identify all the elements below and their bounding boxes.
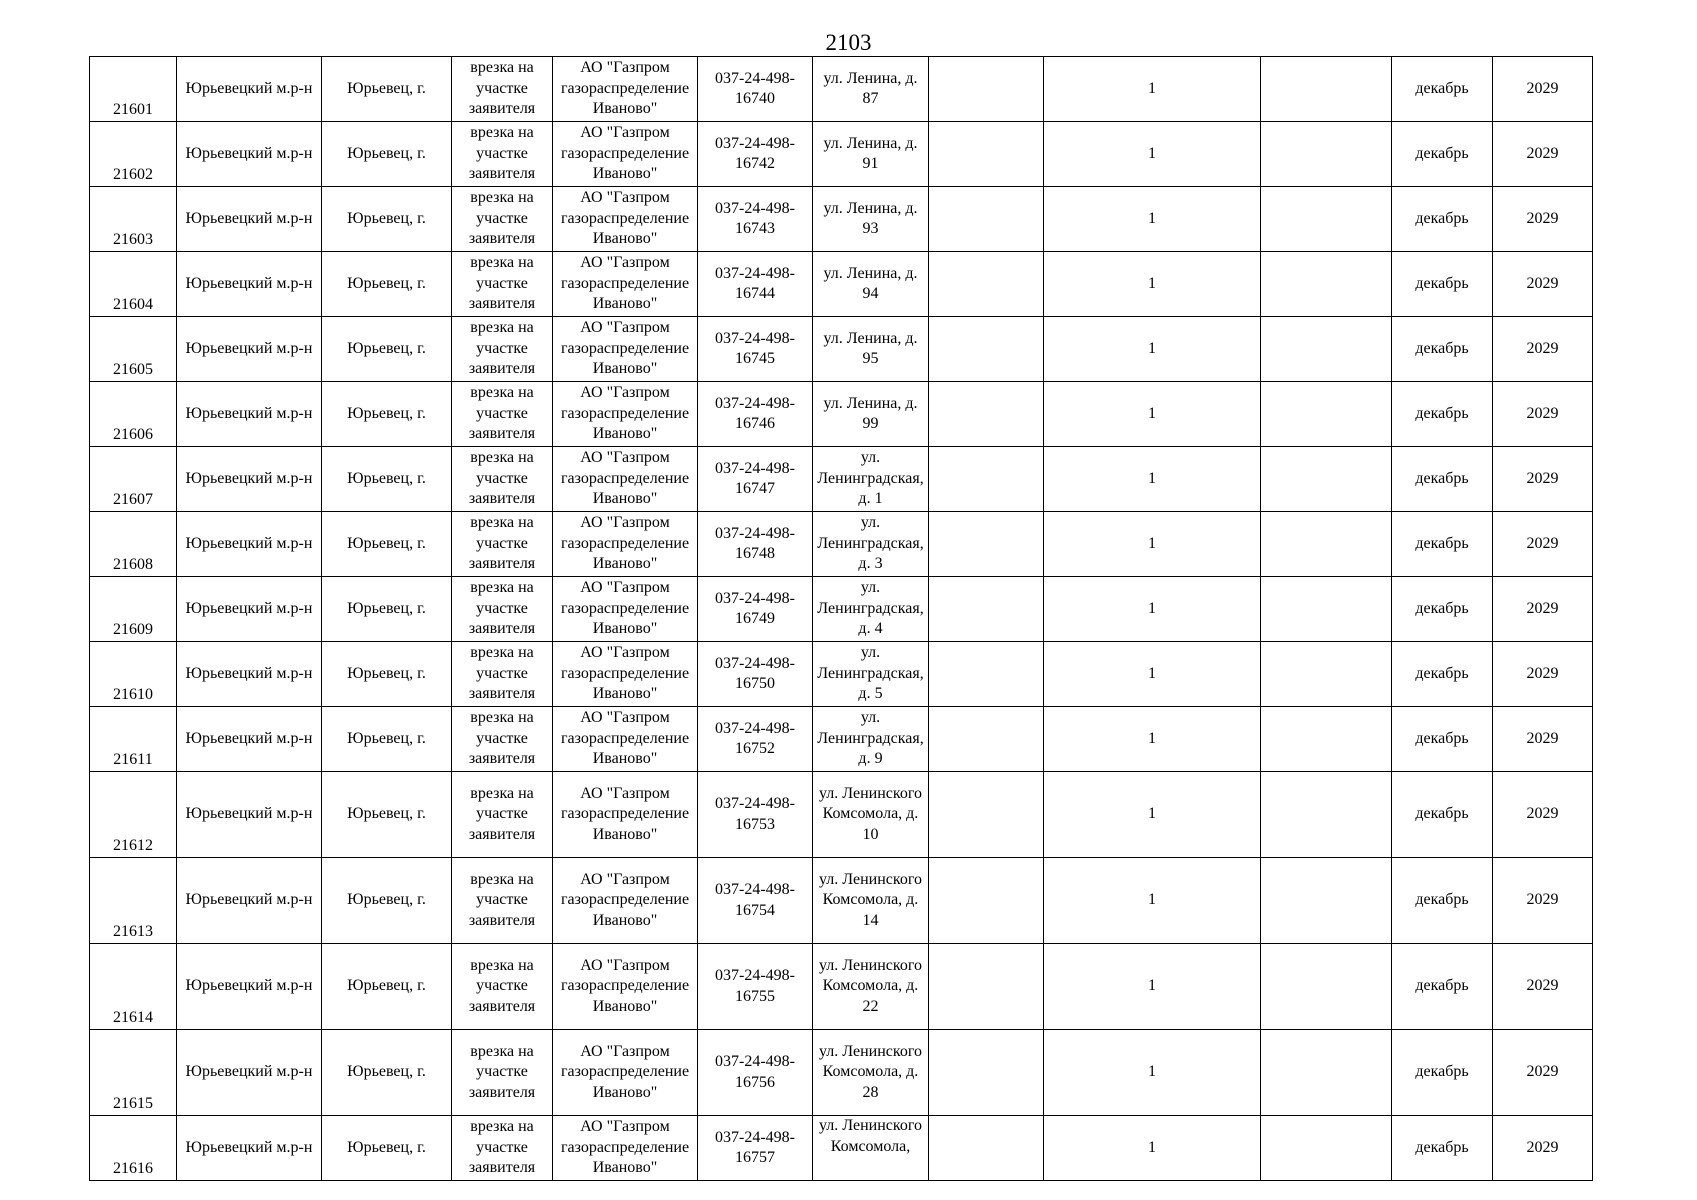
organization-cell: АО "Газпром газораспределение Иваново": [553, 187, 698, 252]
organization-cell: АО "Газпром газораспределение Иваново": [553, 122, 698, 187]
empty-cell: [1261, 57, 1392, 122]
empty-cell: [929, 642, 1044, 707]
connection-method-cell: врезка на участке заявителя: [452, 187, 553, 252]
table-row: [90, 252, 1593, 317]
connection-method-cell: врезка на участке заявителя: [452, 252, 553, 317]
row-number-cell: 21610: [90, 642, 177, 707]
district-cell: Юрьевецкий м.р-н: [177, 382, 322, 447]
district-cell: Юрьевецкий м.р-н: [177, 512, 322, 577]
empty-cell: [1261, 944, 1392, 1030]
object-code-cell: 037-24-498-16753: [698, 772, 813, 858]
month-cell: декабрь: [1392, 187, 1493, 252]
organization-cell: АО "Газпром газораспределение Иваново": [553, 57, 698, 122]
row-number-cell: 21604: [90, 252, 177, 317]
table-row: [90, 772, 1593, 858]
object-code-cell: 037-24-498-16742: [698, 122, 813, 187]
district-cell: Юрьевецкий м.р-н: [177, 1116, 322, 1181]
table-row: [90, 187, 1593, 252]
connection-method-cell: врезка на участке заявителя: [452, 772, 553, 858]
month-cell: декабрь: [1392, 382, 1493, 447]
town-cell: Юрьевец, г.: [322, 772, 452, 858]
organization-cell: АО "Газпром газораспределение Иваново": [553, 382, 698, 447]
month-cell: декабрь: [1392, 772, 1493, 858]
district-cell: Юрьевецкий м.р-н: [177, 187, 322, 252]
address-cell: ул. Ленина, д. 95: [813, 317, 929, 382]
empty-cell: [1261, 1116, 1392, 1181]
table-row: [90, 944, 1593, 1030]
row-number-cell: 21607: [90, 447, 177, 512]
empty-cell: [1261, 642, 1392, 707]
empty-cell: [929, 858, 1044, 944]
quantity-cell: 1: [1044, 317, 1261, 382]
town-cell: Юрьевец, г.: [322, 317, 452, 382]
object-code-cell: 037-24-498-16749: [698, 577, 813, 642]
month-cell: декабрь: [1392, 577, 1493, 642]
quantity-cell: 1: [1044, 577, 1261, 642]
district-cell: Юрьевецкий м.р-н: [177, 944, 322, 1030]
connection-method-cell: врезка на участке заявителя: [452, 1030, 553, 1116]
year-cell: 2029: [1493, 512, 1593, 577]
district-cell: Юрьевецкий м.р-н: [177, 772, 322, 858]
table-row: [90, 317, 1593, 382]
organization-cell: АО "Газпром газораспределение Иваново": [553, 772, 698, 858]
connection-method-cell: врезка на участке заявителя: [452, 858, 553, 944]
month-cell: декабрь: [1392, 1030, 1493, 1116]
object-code-cell: 037-24-498-16755: [698, 944, 813, 1030]
object-code-cell: 037-24-498-16740: [698, 57, 813, 122]
district-cell: Юрьевецкий м.р-н: [177, 57, 322, 122]
connection-method-cell: врезка на участке заявителя: [452, 512, 553, 577]
address-cell: ул. Ленина, д. 99: [813, 382, 929, 447]
district-cell: Юрьевецкий м.р-н: [177, 858, 322, 944]
month-cell: декабрь: [1392, 57, 1493, 122]
year-cell: 2029: [1493, 642, 1593, 707]
address-cell: ул. Ленина, д. 94: [813, 252, 929, 317]
quantity-cell: 1: [1044, 187, 1261, 252]
month-cell: декабрь: [1392, 642, 1493, 707]
town-cell: Юрьевец, г.: [322, 382, 452, 447]
empty-cell: [1261, 707, 1392, 772]
connection-method-cell: врезка на участке заявителя: [452, 447, 553, 512]
row-number-cell: 21606: [90, 382, 177, 447]
year-cell: 2029: [1493, 1116, 1593, 1181]
month-cell: декабрь: [1392, 252, 1493, 317]
town-cell: Юрьевец, г.: [322, 512, 452, 577]
table-body: [90, 57, 1593, 1181]
month-cell: декабрь: [1392, 944, 1493, 1030]
empty-cell: [1261, 187, 1392, 252]
town-cell: Юрьевец, г.: [322, 642, 452, 707]
district-cell: Юрьевецкий м.р-н: [177, 707, 322, 772]
connection-method-cell: врезка на участке заявителя: [452, 707, 553, 772]
year-cell: 2029: [1493, 944, 1593, 1030]
town-cell: Юрьевец, г.: [322, 1116, 452, 1181]
table-row: [90, 382, 1593, 447]
quantity-cell: 1: [1044, 122, 1261, 187]
empty-cell: [929, 317, 1044, 382]
table-row: [90, 707, 1593, 772]
town-cell: Юрьевец, г.: [322, 57, 452, 122]
address-cell: ул. Ленинградская, д. 3: [813, 512, 929, 577]
empty-cell: [1261, 1030, 1392, 1116]
row-number-cell: 21605: [90, 317, 177, 382]
table-row: [90, 1030, 1593, 1116]
object-code-cell: 037-24-498-16743: [698, 187, 813, 252]
empty-cell: [929, 1030, 1044, 1116]
organization-cell: АО "Газпром газораспределение Иваново": [553, 512, 698, 577]
empty-cell: [929, 187, 1044, 252]
quantity-cell: 1: [1044, 382, 1261, 447]
address-cell: ул. Ленинского Комсомола, д. 14: [813, 858, 929, 944]
empty-cell: [929, 577, 1044, 642]
connection-method-cell: врезка на участке заявителя: [452, 317, 553, 382]
year-cell: 2029: [1493, 577, 1593, 642]
object-code-cell: 037-24-498-16747: [698, 447, 813, 512]
organization-cell: АО "Газпром газораспределение Иваново": [553, 707, 698, 772]
table-row: [90, 642, 1593, 707]
year-cell: 2029: [1493, 1030, 1593, 1116]
object-code-cell: 037-24-498-16754: [698, 858, 813, 944]
connection-method-cell: врезка на участке заявителя: [452, 944, 553, 1030]
row-number-cell: 21615: [90, 1030, 177, 1116]
district-cell: Юрьевецкий м.р-н: [177, 122, 322, 187]
month-cell: декабрь: [1392, 707, 1493, 772]
object-code-cell: 037-24-498-16746: [698, 382, 813, 447]
empty-cell: [929, 447, 1044, 512]
connection-method-cell: врезка на участке заявителя: [452, 122, 553, 187]
address-cell: ул. Ленинградская, д. 9: [813, 707, 929, 772]
empty-cell: [1261, 252, 1392, 317]
row-number-cell: 21602: [90, 122, 177, 187]
table-row: [90, 512, 1593, 577]
empty-cell: [1261, 122, 1392, 187]
quantity-cell: 1: [1044, 252, 1261, 317]
table-row: [90, 858, 1593, 944]
address-cell: ул. Ленинградская, д. 5: [813, 642, 929, 707]
empty-cell: [1261, 772, 1392, 858]
row-number-cell: 21609: [90, 577, 177, 642]
year-cell: 2029: [1493, 187, 1593, 252]
year-cell: 2029: [1493, 858, 1593, 944]
table-row: [90, 577, 1593, 642]
empty-cell: [929, 512, 1044, 577]
town-cell: Юрьевец, г.: [322, 447, 452, 512]
quantity-cell: 1: [1044, 1030, 1261, 1116]
connection-method-cell: врезка на участке заявителя: [452, 57, 553, 122]
empty-cell: [929, 1116, 1044, 1181]
town-cell: Юрьевец, г.: [322, 1030, 452, 1116]
empty-cell: [929, 707, 1044, 772]
year-cell: 2029: [1493, 317, 1593, 382]
organization-cell: АО "Газпром газораспределение Иваново": [553, 1116, 698, 1181]
connection-method-cell: врезка на участке заявителя: [452, 1116, 553, 1181]
organization-cell: АО "Газпром газораспределение Иваново": [553, 577, 698, 642]
connection-method-cell: врезка на участке заявителя: [452, 382, 553, 447]
quantity-cell: 1: [1044, 944, 1261, 1030]
year-cell: 2029: [1493, 382, 1593, 447]
quantity-cell: 1: [1044, 447, 1261, 512]
district-cell: Юрьевецкий м.р-н: [177, 317, 322, 382]
town-cell: Юрьевец, г.: [322, 122, 452, 187]
quantity-cell: 1: [1044, 642, 1261, 707]
empty-cell: [929, 382, 1044, 447]
month-cell: декабрь: [1392, 858, 1493, 944]
row-number-cell: 21601: [90, 57, 177, 122]
row-number-cell: 21608: [90, 512, 177, 577]
year-cell: 2029: [1493, 122, 1593, 187]
year-cell: 2029: [1493, 772, 1593, 858]
quantity-cell: 1: [1044, 512, 1261, 577]
organization-cell: АО "Газпром газораспределение Иваново": [553, 317, 698, 382]
row-number-cell: 21613: [90, 858, 177, 944]
quantity-cell: 1: [1044, 772, 1261, 858]
table-row: [90, 122, 1593, 187]
empty-cell: [929, 57, 1044, 122]
quantity-cell: 1: [1044, 1116, 1261, 1181]
town-cell: Юрьевец, г.: [322, 858, 452, 944]
year-cell: 2029: [1493, 57, 1593, 122]
row-number-cell: 21612: [90, 772, 177, 858]
empty-cell: [1261, 317, 1392, 382]
object-code-cell: 037-24-498-16750: [698, 642, 813, 707]
month-cell: декабрь: [1392, 317, 1493, 382]
row-number-cell: 21616: [90, 1116, 177, 1181]
district-cell: Юрьевецкий м.р-н: [177, 447, 322, 512]
town-cell: Юрьевец, г.: [322, 577, 452, 642]
address-cell: ул. Ленинградская, д. 4: [813, 577, 929, 642]
month-cell: декабрь: [1392, 122, 1493, 187]
town-cell: Юрьевец, г.: [322, 187, 452, 252]
district-cell: Юрьевецкий м.р-н: [177, 642, 322, 707]
month-cell: декабрь: [1392, 447, 1493, 512]
connection-method-cell: врезка на участке заявителя: [452, 642, 553, 707]
page-number: 2103: [825, 30, 872, 55]
address-cell: ул. Ленина, д. 91: [813, 122, 929, 187]
object-code-cell: 037-24-498-16744: [698, 252, 813, 317]
year-cell: 2029: [1493, 447, 1593, 512]
empty-cell: [929, 252, 1044, 317]
quantity-cell: 1: [1044, 858, 1261, 944]
empty-cell: [1261, 858, 1392, 944]
empty-cell: [1261, 382, 1392, 447]
object-code-cell: 037-24-498-16745: [698, 317, 813, 382]
row-number-cell: 21614: [90, 944, 177, 1030]
empty-cell: [929, 122, 1044, 187]
town-cell: Юрьевец, г.: [322, 252, 452, 317]
address-cell: ул. Ленинского Комсомола,: [813, 1116, 929, 1181]
address-cell: ул. Ленинградская, д. 1: [813, 447, 929, 512]
empty-cell: [1261, 447, 1392, 512]
month-cell: декабрь: [1392, 1116, 1493, 1181]
address-cell: ул. Ленинского Комсомола, д. 28: [813, 1030, 929, 1116]
organization-cell: АО "Газпром газораспределение Иваново": [553, 447, 698, 512]
table-row: [90, 447, 1593, 512]
empty-cell: [929, 944, 1044, 1030]
organization-cell: АО "Газпром газораспределение Иваново": [553, 944, 698, 1030]
town-cell: Юрьевец, г.: [322, 944, 452, 1030]
object-code-cell: 037-24-498-16748: [698, 512, 813, 577]
object-code-cell: 037-24-498-16756: [698, 1030, 813, 1116]
month-cell: декабрь: [1392, 512, 1493, 577]
organization-cell: АО "Газпром газораспределение Иваново": [553, 858, 698, 944]
object-code-cell: 037-24-498-16752: [698, 707, 813, 772]
quantity-cell: 1: [1044, 57, 1261, 122]
district-cell: Юрьевецкий м.р-н: [177, 252, 322, 317]
year-cell: 2029: [1493, 707, 1593, 772]
empty-cell: [929, 772, 1044, 858]
connection-method-cell: врезка на участке заявителя: [452, 577, 553, 642]
district-cell: Юрьевецкий м.р-н: [177, 1030, 322, 1116]
address-cell: ул. Ленина, д. 93: [813, 187, 929, 252]
object-code-cell: 037-24-498-16757: [698, 1116, 813, 1181]
quantity-cell: 1: [1044, 707, 1261, 772]
organization-cell: АО "Газпром газораспределение Иваново": [553, 642, 698, 707]
organization-cell: АО "Газпром газораспределение Иваново": [553, 1030, 698, 1116]
empty-cell: [1261, 512, 1392, 577]
organization-cell: АО "Газпром газораспределение Иваново": [553, 252, 698, 317]
year-cell: 2029: [1493, 252, 1593, 317]
row-number-cell: 21611: [90, 707, 177, 772]
address-cell: ул. Ленинского Комсомола, д. 22: [813, 944, 929, 1030]
town-cell: Юрьевец, г.: [322, 707, 452, 772]
empty-cell: [1261, 577, 1392, 642]
table-row: [90, 1116, 1593, 1181]
row-number-cell: 21603: [90, 187, 177, 252]
address-cell: ул. Ленина, д. 87: [813, 57, 929, 122]
gas-connection-register-table: [89, 56, 1593, 1181]
table-row: [90, 57, 1593, 122]
address-cell: ул. Ленинского Комсомола, д. 10: [813, 772, 929, 858]
district-cell: Юрьевецкий м.р-н: [177, 577, 322, 642]
